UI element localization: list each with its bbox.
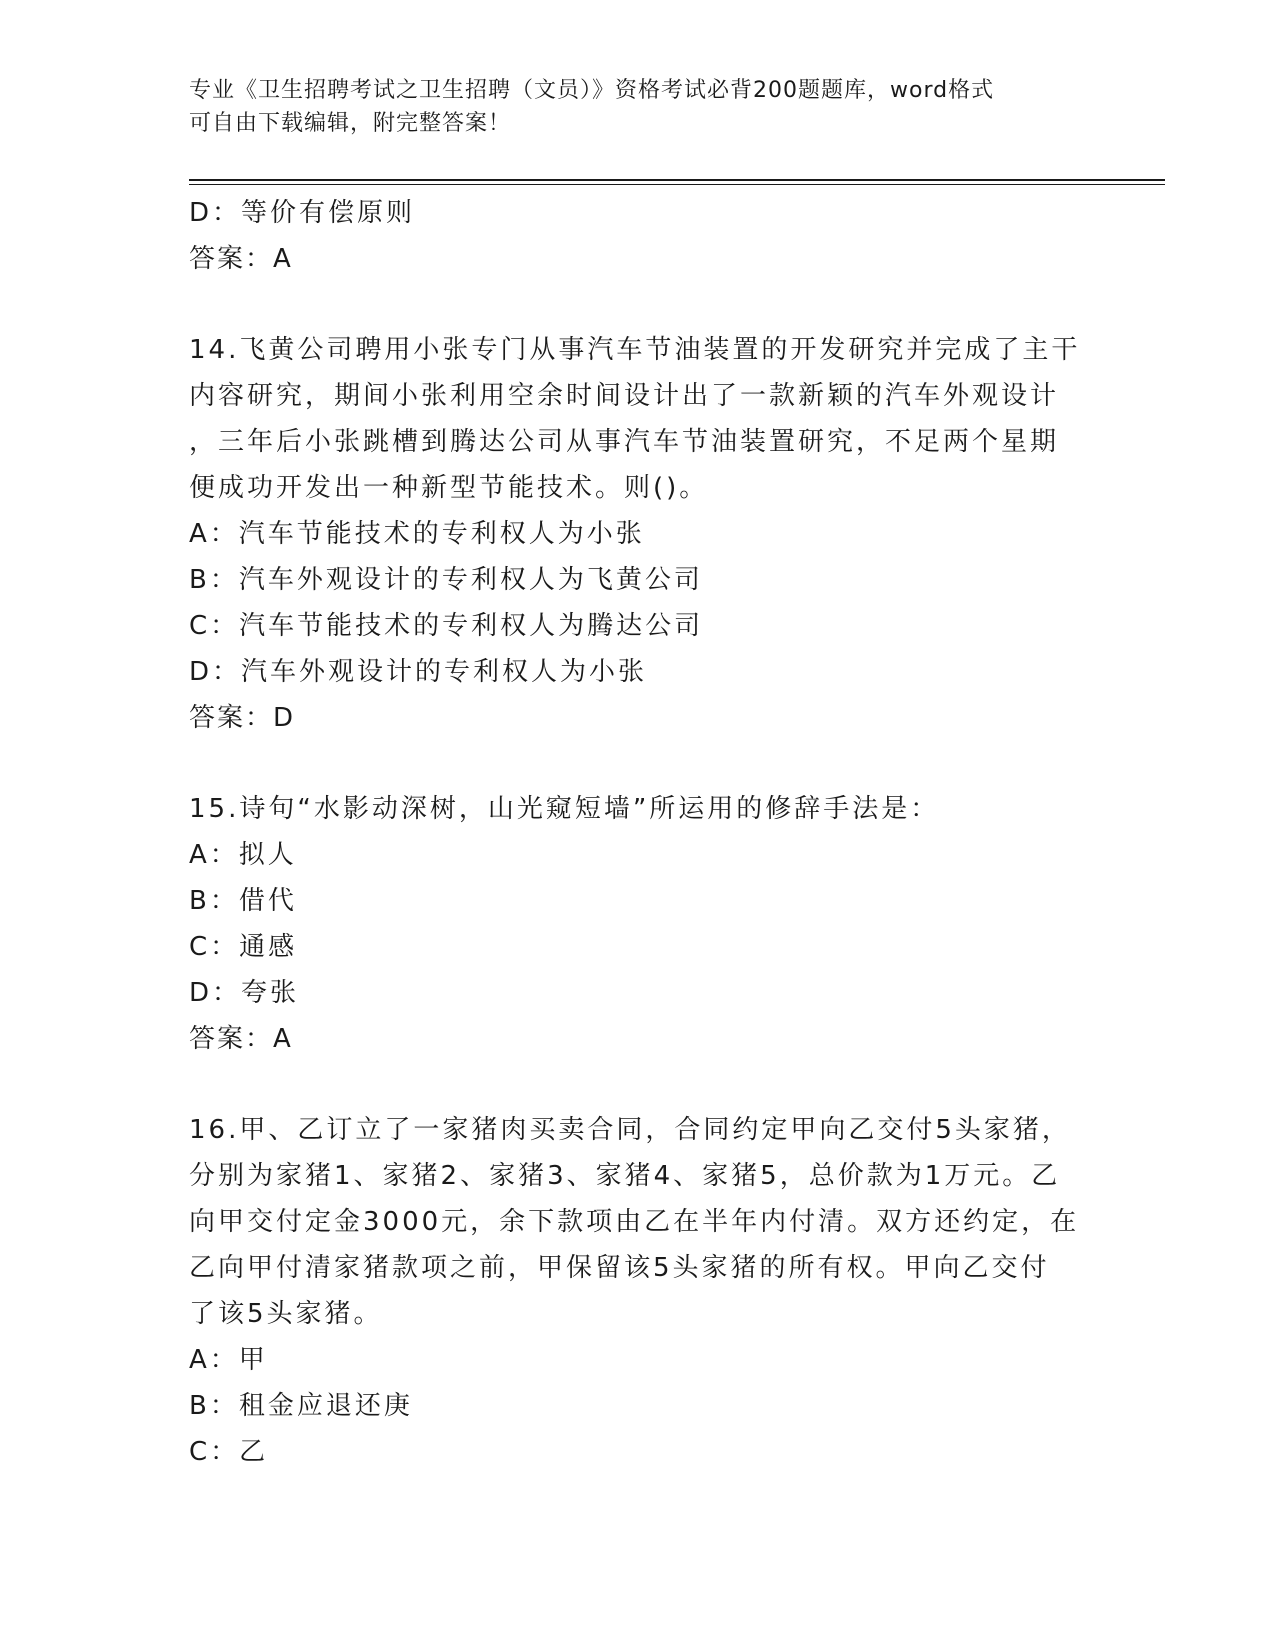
- option-b: B：借代: [189, 886, 297, 916]
- option-c: C：汽车节能技术的专利权人为腾达公司: [189, 611, 704, 641]
- header-divider-thick: [189, 179, 1165, 181]
- question-stem-line: 向甲交付定金3000元，余下款项由乙在半年内付清。双方还约定，在: [189, 1207, 1080, 1237]
- option-c: C：乙: [189, 1437, 269, 1467]
- question-stem-line: 乙向甲付清家猪款项之前，甲保留该5头家猪的所有权。甲向乙交付: [189, 1253, 1050, 1283]
- question-15: [189, 786, 1089, 1062]
- spacer: [189, 741, 1089, 786]
- spacer: [189, 282, 1089, 327]
- continued-answer: 答案：A: [189, 244, 293, 274]
- question-stem-line: 分别为家猪1、家猪2、家猪3、家猪4、家猪5，总价款为1万元。乙: [189, 1161, 1061, 1191]
- question-16: [189, 1107, 1089, 1475]
- question-stem-line: 15.诗句“水影动深树，山光窥短墙”所运用的修辞手法是：: [189, 794, 940, 824]
- continued-option-d: D：等价有偿原则: [189, 198, 416, 228]
- question-stem-line: 了该5头家猪。: [189, 1299, 383, 1329]
- option-a: A：甲: [189, 1345, 268, 1375]
- question-14: [189, 327, 1089, 741]
- question-stem-line: 16.甲、乙订立了一家猪肉买卖合同，合同约定甲向乙交付5头家猪，: [189, 1115, 1071, 1145]
- option-b: B：租金应退还庚: [189, 1391, 413, 1421]
- option-b: B：汽车外观设计的专利权人为飞黄公司: [189, 565, 703, 595]
- document-header: [189, 74, 1089, 140]
- option-c: C：通感: [189, 932, 298, 962]
- header-line-2: 可自由下载编辑，附完整答案！: [189, 111, 512, 136]
- answer: 答案：A: [189, 1024, 293, 1054]
- option-d: D：夸张: [189, 978, 300, 1008]
- spacer: [189, 1062, 1089, 1107]
- question-stem-line: 便成功开发出一种新型节能技术。则()。: [189, 473, 709, 503]
- option-a: A：汽车节能技术的专利权人为小张: [189, 519, 645, 549]
- question-stem-line: 14.飞黄公司聘用小张专门从事汽车节油装置的开发研究并完成了主干: [189, 335, 1081, 365]
- answer: 答案：D: [189, 703, 296, 733]
- document-body: [189, 190, 1089, 1475]
- option-d: D：汽车外观设计的专利权人为小张: [189, 657, 648, 687]
- option-a: A：拟人: [189, 840, 297, 870]
- header-divider-thin: [189, 184, 1165, 185]
- header-line-1: 专业《卫生招聘考试之卫生招聘（文员）》资格考试必背200题题库，word格式: [189, 78, 995, 103]
- question-stem-line: ，三年后小张跳槽到腾达公司从事汽车节油装置研究，不足两个星期: [189, 427, 1060, 457]
- question-stem-line: 内容研究，期间小张利用空余时间设计出了一款新颖的汽车外观设计: [189, 381, 1060, 411]
